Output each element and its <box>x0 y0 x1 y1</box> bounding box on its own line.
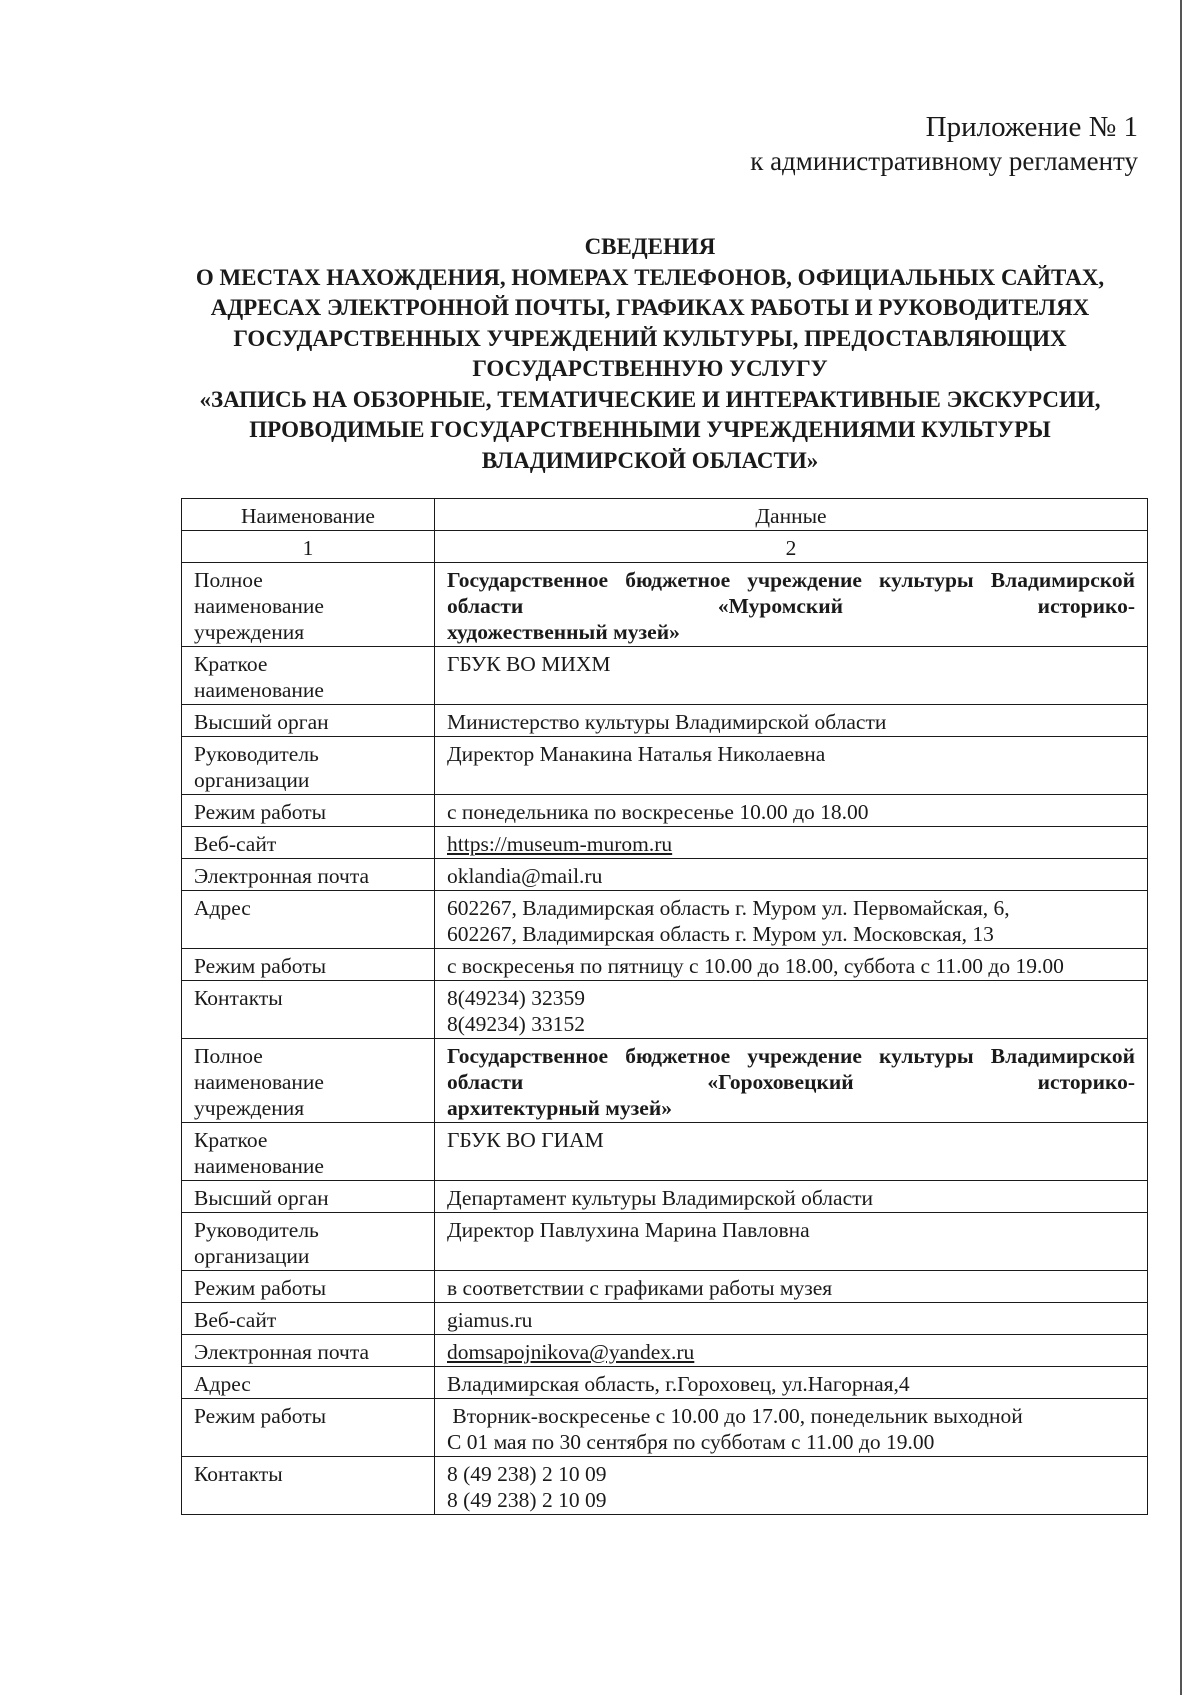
row-label: Электронная почта <box>182 859 435 891</box>
title-line: АДРЕСАХ ЭЛЕКТРОННОЙ ПОЧТЫ, ГРАФИКАХ РАБОТЫ И РУКОВОДИТЕЛЯХ <box>210 295 1090 320</box>
title-line: ПРОВОДИМЫЕ ГОСУДАРСТВЕННЫМИ УЧРЕЖДЕНИЯМИ КУЛЬТУРЫ <box>249 417 1051 442</box>
table-row <box>182 827 1148 859</box>
website-cell <box>435 827 1148 859</box>
label-line: Руководитель <box>194 1218 319 1242</box>
table-row <box>182 1181 1148 1213</box>
appendix-title: Приложение № 1 <box>925 111 1138 143</box>
short-name-value: ГБУК ВО ГИАМ <box>435 1123 1148 1181</box>
table-row <box>182 1213 1148 1271</box>
title-line: ГОСУДАРСТВЕННЫХ УЧРЕЖДЕНИЙ КУЛЬТУРЫ, ПРЕДОСТАВЛЯЮЩИХ <box>233 325 1067 351</box>
label-line: организации <box>194 768 310 792</box>
row-label: Электронная почта <box>182 1335 435 1367</box>
title-line: «ЗАПИСЬ НА ОБЗОРНЫЕ, ТЕМАТИЧЕСКИЕ И ИНТЕРАКТИВНЫЕ ЭКСКУРСИИ, <box>199 386 1101 412</box>
table-row <box>182 949 1148 981</box>
table-row <box>182 1039 1148 1123</box>
full-name-line: Государственное бюджетное учреждение культуры Владимирской области «Гороховецкий историко- <box>447 1044 1135 1094</box>
schedule-value: с понедельника по воскресенье 10.00 до 18.00 <box>435 795 1148 827</box>
row-label: Веб-сайт <box>182 1303 435 1335</box>
label-line: Краткое <box>194 652 268 676</box>
scan-edge-line <box>1180 0 1182 1695</box>
table-row <box>182 647 1148 705</box>
label-line: организации <box>194 1244 310 1268</box>
table-row <box>182 1457 1148 1515</box>
header-row <box>182 499 1148 531</box>
label-line: наименование <box>194 1154 324 1178</box>
table-row <box>182 1123 1148 1181</box>
table-row <box>182 705 1148 737</box>
full-name-value <box>435 563 1148 647</box>
row-label: Режим работы <box>182 949 435 981</box>
authority-value: Министерство культуры Владимирской области <box>435 705 1148 737</box>
row-label <box>182 1213 435 1271</box>
row-label: Контакты <box>182 1457 435 1515</box>
table-row <box>182 981 1148 1039</box>
header-data: Данные <box>435 499 1148 531</box>
header-name: Наименование <box>182 499 435 531</box>
email-link[interactable]: domsapojnikova@yandex.ru <box>447 1340 695 1364</box>
title-line: СВЕДЕНИЯ <box>584 234 716 259</box>
label-line: учреждения <box>194 620 305 644</box>
full-name-value <box>435 1039 1148 1123</box>
row-label: Высший орган <box>182 705 435 737</box>
row-label: Режим работы <box>182 1399 435 1457</box>
table-row <box>182 1303 1148 1335</box>
email-value: oklandia@mail.ru <box>435 859 1148 891</box>
address-value <box>435 891 1148 949</box>
column-number-row <box>182 531 1148 563</box>
label-line: учреждения <box>194 1096 305 1120</box>
label-line: Краткое <box>194 1128 268 1152</box>
table-row <box>182 1335 1148 1367</box>
title-line: ВЛАДИМИРСКОЙ ОБЛАСТИ» <box>481 447 819 473</box>
table-row <box>182 795 1148 827</box>
title-line: ГОСУДАРСТВЕННУЮ УСЛУГУ <box>472 356 828 381</box>
institutions-table <box>181 498 1148 1515</box>
website-value: giamus.ru <box>435 1303 1148 1335</box>
table-row <box>182 859 1148 891</box>
label-line: Руководитель <box>194 742 319 766</box>
full-name-line: архитектурный музей» <box>447 1096 672 1120</box>
column-number: 1 <box>182 531 435 563</box>
schedule-line: Вторник-воскресенье с 10.00 до 17.00, понедельник выходной <box>447 1404 1023 1428</box>
title-line: О МЕСТАХ НАХОЖДЕНИЯ, НОМЕРАХ ТЕЛЕФОНОВ, ОФИЦИАЛЬНЫХ САЙТАХ, <box>195 264 1105 290</box>
row-label <box>182 737 435 795</box>
row-label: Режим работы <box>182 795 435 827</box>
schedule-value: в соответствии с графиками работы музея <box>435 1271 1148 1303</box>
table-row <box>182 891 1148 949</box>
address-line: 602267, Владимирская область г. Муром ул. Московская, 13 <box>447 922 994 946</box>
full-name-line: художественный музей» <box>447 620 680 644</box>
schedule-value <box>435 1399 1148 1457</box>
appendix-subtitle: к административному регламенту <box>750 146 1138 176</box>
appendix-header <box>750 110 1138 178</box>
table-row <box>182 563 1148 647</box>
address-line: 602267, Владимирская область г. Муром ул. Первомайская, 6, <box>447 896 1010 920</box>
document-title <box>140 232 1160 476</box>
phone-line: 8(49234) 32359 <box>447 986 585 1010</box>
address-value: Владимирская область, г.Гороховец, ул.Нагорная,4 <box>435 1367 1148 1399</box>
table-row <box>182 737 1148 795</box>
table-row <box>182 1399 1148 1457</box>
email-cell <box>435 1335 1148 1367</box>
label-line: Полное <box>194 1044 263 1068</box>
row-label <box>182 563 435 647</box>
contacts-value <box>435 981 1148 1039</box>
table-row <box>182 1271 1148 1303</box>
schedule-line: С 01 мая по 30 сентября по субботам с 11.00 до 19.00 <box>447 1430 935 1454</box>
table-row <box>182 1367 1148 1399</box>
row-label: Контакты <box>182 981 435 1039</box>
label-line: наименование <box>194 678 324 702</box>
row-label: Высший орган <box>182 1181 435 1213</box>
row-label <box>182 647 435 705</box>
label-line: Полное <box>194 568 263 592</box>
row-label <box>182 1039 435 1123</box>
contacts-value <box>435 1457 1148 1515</box>
website-link[interactable]: https://museum-murom.ru <box>447 832 673 856</box>
row-label <box>182 1123 435 1181</box>
row-label: Веб-сайт <box>182 827 435 859</box>
row-label: Режим работы <box>182 1271 435 1303</box>
phone-line: 8 (49 238) 2 10 09 <box>447 1488 607 1512</box>
schedule-value: с воскресенья по пятницу с 10.00 до 18.00, суббота с 11.00 до 19.00 <box>435 949 1148 981</box>
phone-line: 8 (49 238) 2 10 09 <box>447 1462 607 1486</box>
column-number: 2 <box>435 531 1148 563</box>
phone-line: 8(49234) 33152 <box>447 1012 585 1036</box>
label-line: наименование <box>194 1070 324 1094</box>
row-label: Адрес <box>182 1367 435 1399</box>
head-value: Директор Павлухина Марина Павловна <box>435 1213 1148 1271</box>
label-line: наименование <box>194 594 324 618</box>
head-value: Директор Манакина Наталья Николаевна <box>435 737 1148 795</box>
row-label: Адрес <box>182 891 435 949</box>
full-name-line: Государственное бюджетное учреждение культуры Владимирской области «Муромский историко- <box>447 568 1135 618</box>
short-name-value: ГБУК ВО МИХМ <box>435 647 1148 705</box>
authority-value: Департамент культуры Владимирской области <box>435 1181 1148 1213</box>
